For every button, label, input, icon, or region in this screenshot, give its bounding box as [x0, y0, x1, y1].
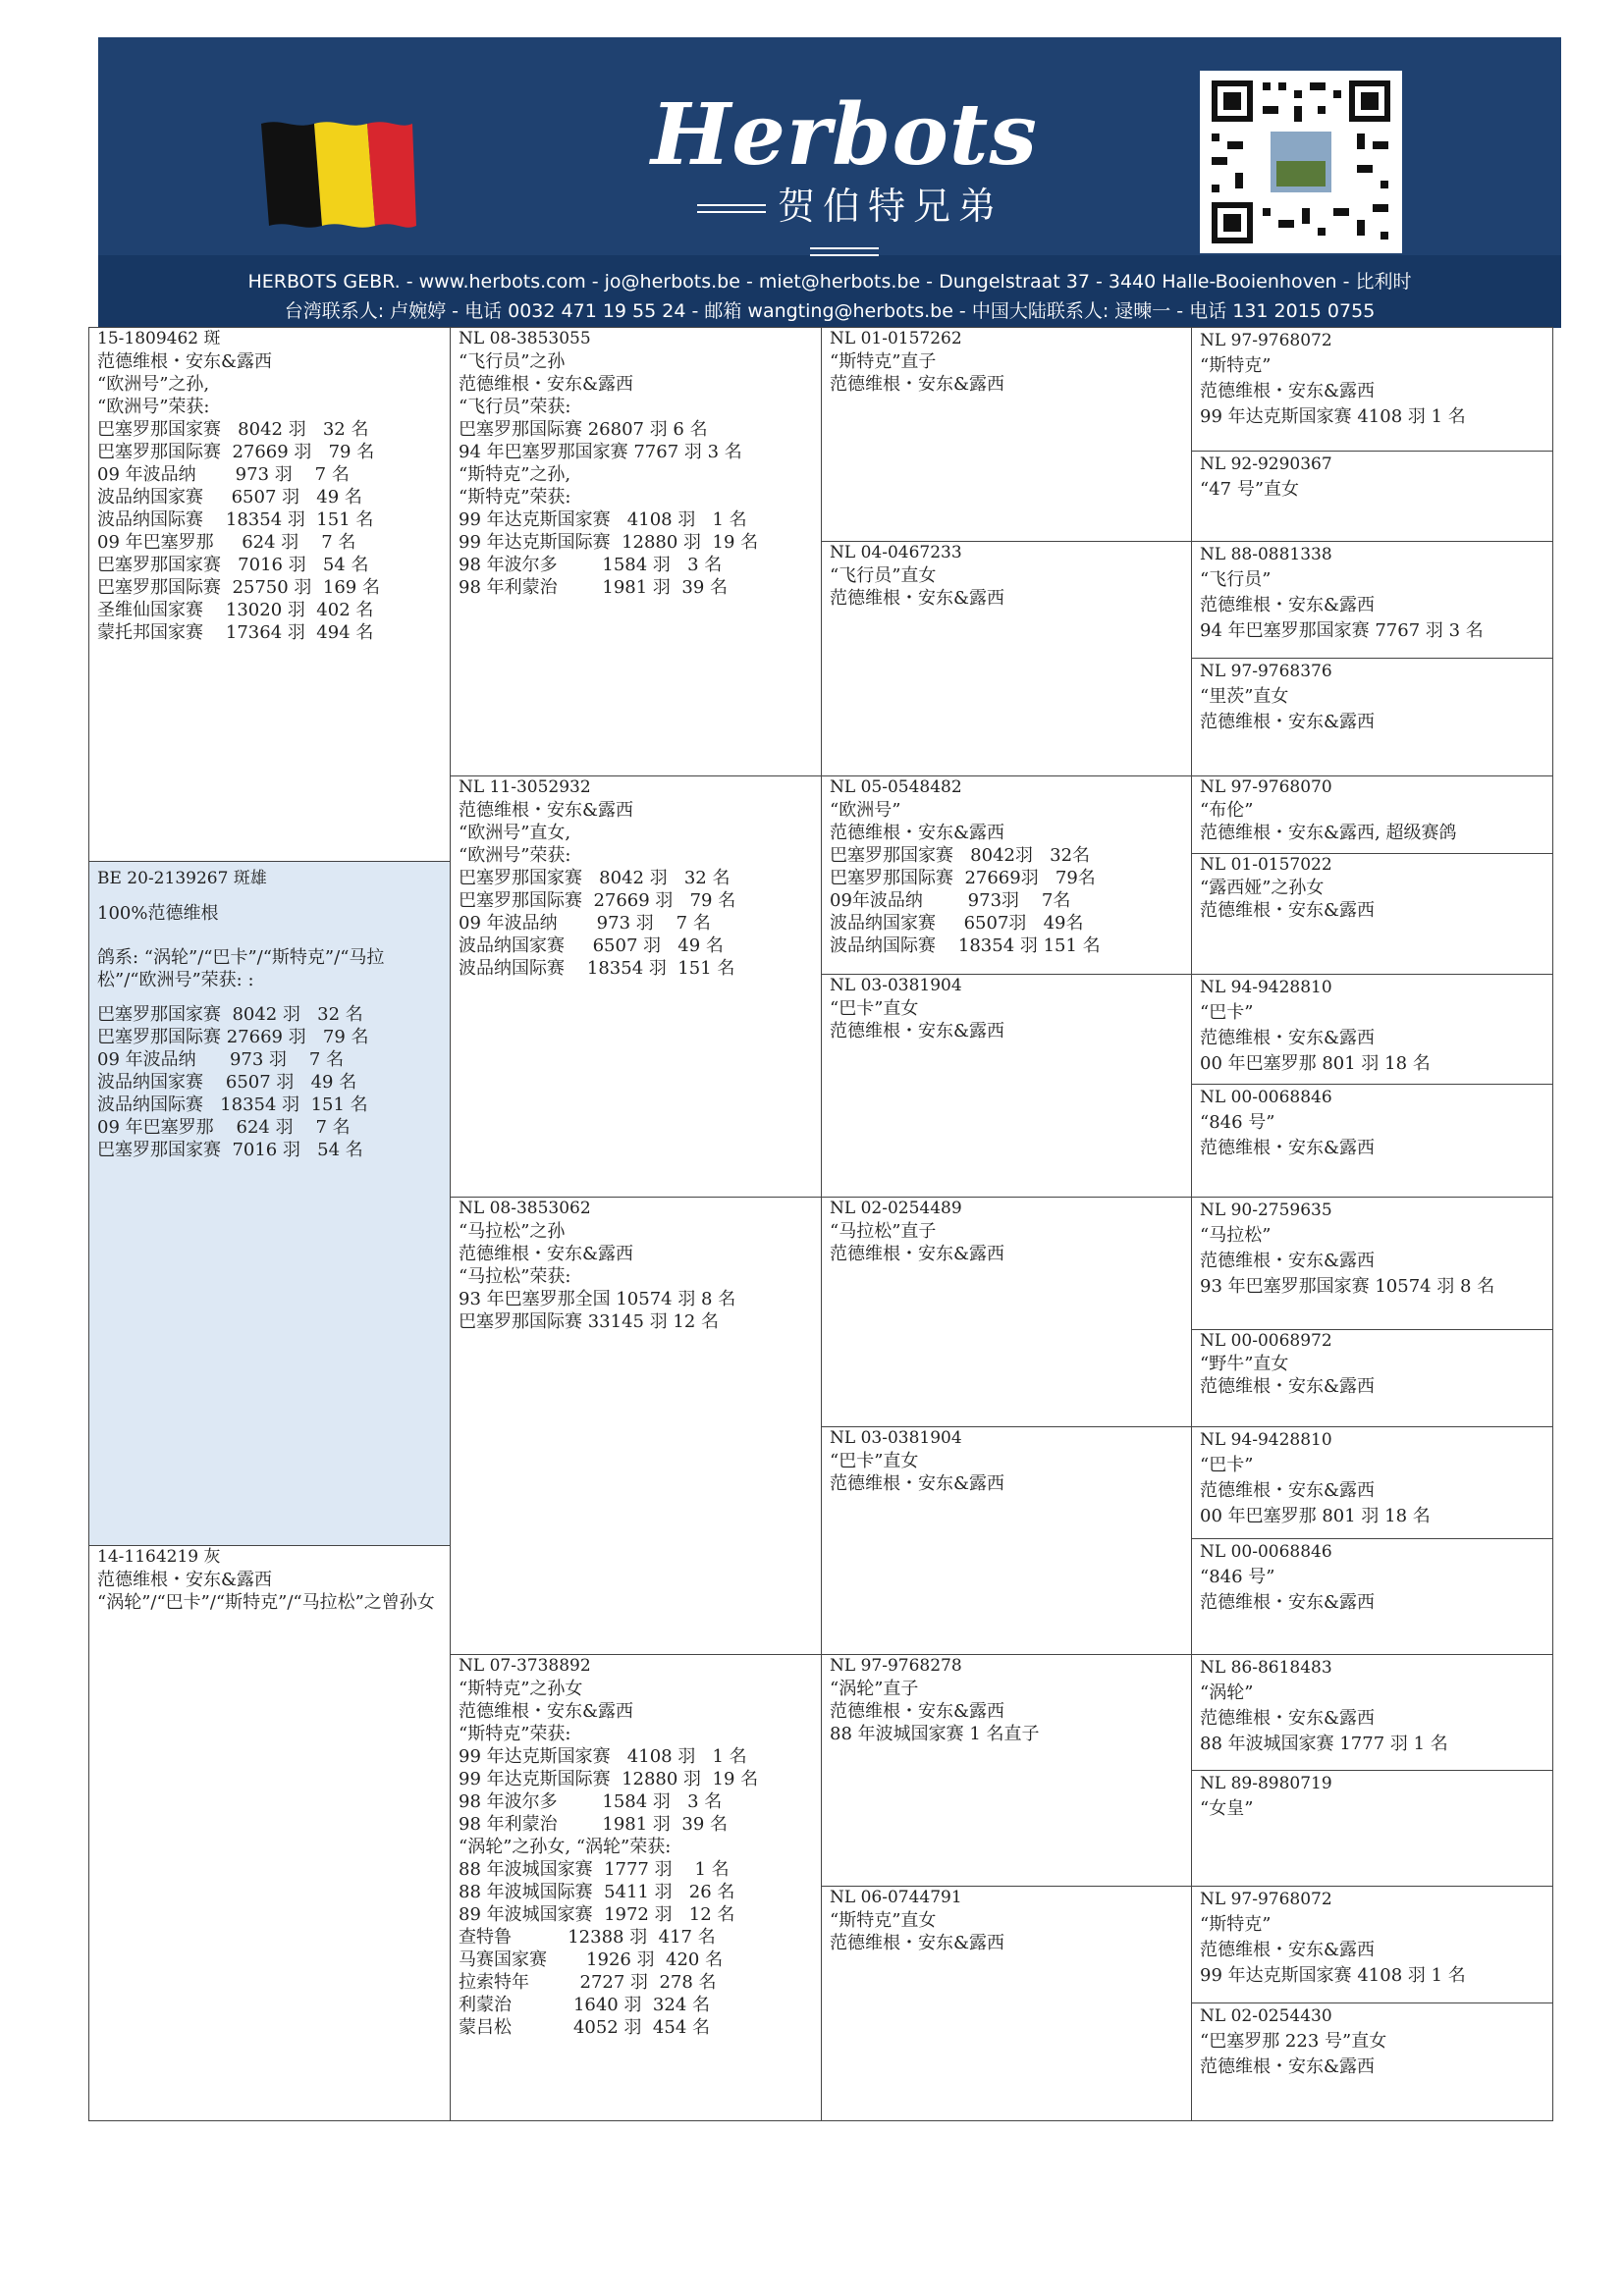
ring-number: NL 04-0467233	[830, 543, 962, 562]
info-line: 98 年利蒙治 1981 羽 39 名	[459, 577, 728, 598]
ring-number: NL 97-9768072	[1200, 1890, 1332, 1909]
info-line: 巴塞罗那国家赛 8042 羽 32 名	[97, 1004, 363, 1025]
info-line: “野牛”直女	[1200, 1354, 1289, 1374]
great-grandparent-cell	[821, 1426, 1192, 1655]
info-line: 09年波品纳 973羽 7名	[830, 890, 1071, 911]
sire-cell	[88, 327, 451, 862]
info-line: 巴塞罗那国家赛 8042 羽 32 名	[97, 419, 369, 440]
info-line: 巴塞罗那国际赛 26807 羽 6 名	[459, 419, 708, 440]
info-line: 范德维根・安东&露西	[830, 1473, 1005, 1494]
info-line: 89 年波城国家赛 1972 羽 12 名	[459, 1904, 735, 1925]
info-line: “涡轮”之孙女, “涡轮”荣获:	[459, 1837, 672, 1857]
info-line: 09 年波品纳 973 羽 7 名	[97, 1049, 345, 1070]
info-line: 93 年巴塞罗那国家赛 10574 羽 8 名	[1200, 1276, 1495, 1297]
info-line: “马拉松”荣获:	[459, 1266, 571, 1287]
info-line: 99 年达克斯国家赛 4108 羽 1 名	[1200, 1965, 1466, 1986]
ring-number: NL 88-0881338	[1200, 545, 1332, 564]
ring-number: NL 89-8980719	[1200, 1774, 1332, 1793]
info-line: “马拉松”之孙	[459, 1221, 566, 1242]
ring-number: NL 00-0068846	[1200, 1542, 1332, 1562]
info-line: 范德维根・安东&露西	[1200, 1376, 1376, 1397]
info-line: “巴卡”	[1200, 1002, 1254, 1023]
pedigree-table	[88, 327, 1553, 2121]
ring-number: NL 97-9768278	[830, 1656, 962, 1676]
g4-ancestor-cell	[1191, 1329, 1553, 1427]
g4-ancestor-cell	[1191, 658, 1553, 776]
info-line: 蒙托邦国家赛 17364 羽 494 名	[97, 622, 374, 643]
g4-ancestor-cell	[1191, 1084, 1553, 1198]
great-grandparent-cell	[821, 1197, 1192, 1427]
info-line: 88 年波城国际赛 5411 羽 26 名	[459, 1882, 735, 1902]
info-line: 范德维根・安东&露西	[1200, 1480, 1376, 1501]
brand-name: Herbots	[651, 85, 1038, 185]
info-line: 蒙吕松 4052 羽 454 名	[459, 2017, 710, 2038]
info-line: 88 年波城国家赛 1777 羽 1 名	[1200, 1734, 1448, 1754]
ring-number: NL 08-3853055	[459, 329, 591, 348]
info-line: 范德维根・安东&露西	[1200, 595, 1376, 615]
info-line: “斯特克”荣获:	[459, 1724, 571, 1744]
info-line: 巴塞罗那国家赛 7016 羽 54 名	[97, 555, 369, 575]
ring-number: NL 05-0548482	[830, 777, 962, 797]
ring-number: BE 20-2139267 斑雄	[97, 869, 267, 888]
great-grandparent-cell	[821, 1654, 1192, 1887]
dam-cell	[88, 1545, 451, 2121]
info-line: 鸽系: “涡轮”/“巴卡”/“斯特克”/“马拉松”/“欧洲号”荣获: :	[97, 947, 385, 990]
ring-number: NL 86-8618483	[1200, 1658, 1332, 1678]
info-line: “飞行员”荣获:	[459, 397, 571, 417]
ring-number: NL 02-0254430	[1200, 2006, 1332, 2026]
info-line: “飞行员”	[1200, 569, 1272, 590]
great-grandparent-cell	[821, 974, 1192, 1198]
info-line: 范德维根・安东&露西	[1200, 2056, 1376, 2077]
info-line: 范德维根・安东&露西	[1200, 1940, 1376, 1960]
info-line: 范德维根・安东&露西	[830, 1021, 1005, 1041]
info-line: 99 年达克斯国际赛 12880 羽 19 名	[459, 532, 759, 553]
info-line: “巴塞罗那 223 号”直女	[1200, 2031, 1387, 2052]
ring-number: 15-1809462 斑	[97, 329, 221, 348]
info-line: “欧洲号”直女,	[459, 823, 571, 843]
info-line: “涡轮”直子	[830, 1679, 919, 1699]
info-line: 98 年利蒙治 1981 羽 39 名	[459, 1814, 728, 1835]
info-line: 范德维根・安东&露西	[830, 374, 1005, 395]
ring-number: NL 97-9768072	[1200, 331, 1332, 350]
grandparent-cell	[450, 1197, 822, 1655]
great-grandparent-cell	[821, 541, 1192, 776]
header-banner	[98, 37, 1561, 328]
info-line: 93 年巴塞罗那全国 10574 羽 8 名	[459, 1289, 736, 1309]
info-line: 巴塞罗那国际赛 25750 羽 169 名	[97, 577, 380, 598]
info-line: 范德维根・安东&露西	[459, 1244, 634, 1264]
info-line: 巴塞罗那国际赛 27669 羽 79 名	[459, 890, 736, 911]
info-line: “846 号”	[1200, 1112, 1275, 1133]
info-line: 范德维根・安东&露西	[459, 374, 634, 395]
g4-ancestor-cell	[1191, 2002, 1553, 2121]
info-line: 波品纳国际赛 18354 羽 151 名	[459, 958, 735, 979]
ring-number: NL 94-9428810	[1200, 1430, 1332, 1450]
info-line: 88 年波城国家赛 1777 羽 1 名	[459, 1859, 730, 1880]
ring-number: NL 90-2759635	[1200, 1201, 1332, 1220]
info-line: 范德维根・安东&露西	[830, 1933, 1005, 1953]
ring-number: NL 02-0254489	[830, 1199, 962, 1218]
contact-line-2: 台湾联系人: 卢婉婷 - 电话 0032 471 19 55 24 - 邮箱 wangting@herbots.be - 中国大陆联系人: 逯暕一 - 电话 131 2015 0755	[284, 300, 1376, 322]
info-line: 88 年波城国家赛 1 名直子	[830, 1724, 1040, 1744]
info-line: “布伦”	[1200, 800, 1254, 821]
ring-number: NL 01-0157262	[830, 329, 962, 348]
info-line: “女皇”	[1200, 1798, 1254, 1819]
brand-subtitle	[648, 185, 1041, 271]
ring-number: NL 97-9768376	[1200, 662, 1332, 681]
ring-number: NL 11-3052932	[459, 777, 591, 797]
info-line: “斯特克”	[1200, 355, 1272, 376]
info-line: 09 年巴塞罗那 624 羽 7 名	[97, 1117, 351, 1138]
info-line: “斯特克”之孙,	[459, 464, 571, 485]
info-line: 巴塞罗那国际赛 27669 羽 79 名	[97, 442, 375, 462]
info-line: 09 年巴塞罗那 624 羽 7 名	[97, 532, 356, 553]
info-line: 范德维根・安东&露西	[1200, 1028, 1376, 1048]
info-line: 99 年达克斯国家赛 4108 羽 1 名	[459, 509, 747, 530]
ring-number: NL 03-0381904	[830, 976, 962, 995]
info-line: “马拉松”	[1200, 1225, 1272, 1246]
info-line: 99 年达克斯国家赛 4108 羽 1 名	[1200, 406, 1466, 427]
info-line: 00 年巴塞罗那 801 羽 18 名	[1200, 1506, 1431, 1526]
info-line: 巴塞罗那国际赛 33145 羽 12 名	[459, 1311, 720, 1332]
info-line: “巴卡”	[1200, 1455, 1254, 1475]
g4-ancestor-cell	[1191, 451, 1553, 542]
info-line: 09 年波品纳 973 羽 7 名	[97, 464, 350, 485]
ring-number: NL 94-9428810	[1200, 978, 1332, 997]
info-line: 范德维根・安东&露西	[1200, 1708, 1376, 1729]
info-line: 巴塞罗那国际赛 27669 羽 79 名	[97, 1027, 369, 1047]
info-line: 范德维根・安东&露西	[1200, 1592, 1376, 1613]
info-line: 巴塞罗那国家赛 8042 羽 32 名	[459, 868, 731, 888]
ring-number: NL 01-0157022	[1200, 855, 1332, 875]
info-line: 98 年波尔多 1584 羽 3 名	[459, 1791, 723, 1812]
ring-number: 14-1164219 灰	[97, 1547, 221, 1567]
info-line: “斯特克”荣获:	[459, 487, 571, 507]
ring-number: NL 06-0744791	[830, 1888, 962, 1907]
info-line: 圣维仙国家赛 13020 羽 402 名	[97, 600, 374, 620]
g4-ancestor-cell	[1191, 1886, 1553, 2003]
info-line: 范德维根・安东&露西	[97, 351, 273, 372]
g4-ancestor-cell	[1191, 974, 1553, 1085]
info-line: “斯特克”之孙女	[459, 1679, 583, 1699]
info-line: 范德维根・安东&露西	[830, 1701, 1005, 1722]
info-line: 范德维根・安东&露西, 超级赛鸽	[1200, 823, 1457, 843]
g4-ancestor-cell	[1191, 1197, 1553, 1330]
info-line: “斯特克”	[1200, 1914, 1272, 1935]
info-line: “欧洲号”荣获:	[459, 845, 571, 866]
g4-ancestor-cell	[1191, 1770, 1553, 1887]
info-line: 查特鲁 12388 羽 417 名	[459, 1927, 716, 1948]
info-line: 99 年达克斯国际赛 12880 羽 19 名	[459, 1769, 759, 1789]
info-line: “飞行员”之孙	[459, 351, 566, 372]
great-grandparent-cell	[821, 1886, 1192, 2121]
info-line: “斯特克”直子	[830, 351, 937, 372]
info-line: “涡轮”	[1200, 1682, 1254, 1703]
grandparent-cell	[450, 1654, 822, 2121]
info-line: 巴塞罗那国家赛 8042羽 32名	[830, 845, 1091, 866]
grandparent-cell	[450, 775, 822, 1198]
info-line: 波品纳国家赛 6507 羽 49 名	[97, 487, 362, 507]
ring-number: NL 97-9768070	[1200, 777, 1332, 797]
info-line: 范德维根・安东&露西	[1200, 712, 1376, 732]
info-line: 98 年波尔多 1584 羽 3 名	[459, 555, 723, 575]
ring-number: NL 00-0068846	[1200, 1088, 1332, 1107]
belgium-flag-icon	[253, 116, 420, 234]
info-line: 09 年波品纳 973 羽 7 名	[459, 913, 711, 934]
info-line: “巴卡”直女	[830, 1451, 919, 1471]
info-line: 波品纳国家赛 6507 羽 49 名	[97, 1072, 357, 1093]
g4-ancestor-cell	[1191, 775, 1553, 854]
info-line: “斯特克”直女	[830, 1910, 937, 1931]
info-line: 范德维根・安东&露西	[830, 823, 1005, 843]
info-line: “欧洲号”荣获:	[97, 397, 210, 417]
info-line: 94 年巴塞罗那国家赛 7767 羽 3 名	[1200, 620, 1484, 641]
info-line: 范德维根・安东&露西	[97, 1570, 273, 1590]
ring-number: NL 07-3738892	[459, 1656, 591, 1676]
info-line: 马赛国家赛 1926 羽 420 名	[459, 1949, 724, 1970]
info-line: 范德维根・安东&露西	[1200, 1251, 1376, 1271]
g4-ancestor-cell	[1191, 1538, 1553, 1655]
info-line: 波品纳国际赛 18354 羽 151 名	[830, 935, 1101, 956]
info-line: 巴塞罗那国际赛 27669羽 79名	[830, 868, 1096, 888]
info-line: “47 号”直女	[1200, 479, 1300, 500]
info-line: 范德维根・安东&露西	[459, 1701, 634, 1722]
info-line: 100%范德维根	[97, 903, 219, 924]
info-line: “欧洲号”之孙,	[97, 374, 210, 395]
info-line: “露西娅”之孙女	[1200, 878, 1325, 898]
info-line: 范德维根・安东&露西	[1200, 381, 1376, 401]
info-line: 波品纳国际赛 18354 羽 151 名	[97, 1095, 368, 1115]
info-line: “里茨”直女	[1200, 686, 1289, 707]
g4-ancestor-cell	[1191, 853, 1553, 975]
info-line: 利蒙治 1640 羽 324 名	[459, 1995, 710, 2015]
info-line: 波品纳国际赛 18354 羽 151 名	[97, 509, 374, 530]
qr-code-icon	[1200, 71, 1402, 253]
ring-number: NL 08-3853062	[459, 1199, 591, 1218]
ring-number: NL 00-0068972	[1200, 1331, 1332, 1351]
info-line: 范德维根・安东&露西	[1200, 900, 1376, 921]
info-line: “欧洲号”	[830, 800, 901, 821]
info-line: 94 年巴塞罗那国家赛 7767 羽 3 名	[459, 442, 742, 462]
grandparent-cell	[450, 327, 822, 776]
info-line: 范德维根・安东&露西	[830, 1244, 1005, 1264]
g4-ancestor-cell	[1191, 541, 1553, 659]
info-line: 范德维根・安东&露西	[459, 800, 634, 821]
contact-line-1: HERBOTS GEBR. - www.herbots.com - jo@herbots.be - miet@herbots.be - Dungelstraat 37 - 3440 Halle-Booienhoven - 比利时	[247, 271, 1412, 293]
g4-ancestor-cell	[1191, 1426, 1553, 1539]
great-grandparent-cell	[821, 327, 1192, 542]
info-line: 00 年巴塞罗那 801 羽 18 名	[1200, 1053, 1431, 1074]
info-line: 巴塞罗那国家赛 7016 羽 54 名	[97, 1140, 363, 1160]
info-line: “马拉松”直子	[830, 1221, 937, 1242]
ring-number: NL 03-0381904	[830, 1428, 962, 1448]
info-line: 波品纳国家赛 6507羽 49名	[830, 913, 1084, 934]
info-line: “846 号”	[1200, 1567, 1275, 1587]
g4-ancestor-cell	[1191, 327, 1553, 452]
g4-ancestor-cell	[1191, 1654, 1553, 1771]
brand-logo	[648, 85, 1041, 228]
info-line: 波品纳国家赛 6507 羽 49 名	[459, 935, 724, 956]
info-line: 范德维根・安东&露西	[830, 588, 1005, 609]
subject-cell	[88, 861, 451, 1546]
info-line: “飞行员”直女	[830, 565, 937, 586]
ring-number: NL 92-9290367	[1200, 454, 1332, 474]
great-grandparent-cell	[821, 775, 1192, 975]
info-line: 99 年达克斯国家赛 4108 羽 1 名	[459, 1746, 747, 1767]
info-line: “涡轮”/“巴卡”/“斯特克”/“马拉松”之曾孙女	[97, 1592, 435, 1613]
brand-subtitle-text: 贺伯特兄弟	[777, 185, 1003, 228]
info-line: “巴卡”直女	[830, 998, 919, 1019]
info-line: 范德维根・安东&露西	[1200, 1138, 1376, 1158]
info-line: 拉索特年 2727 羽 278 名	[459, 1972, 717, 1993]
